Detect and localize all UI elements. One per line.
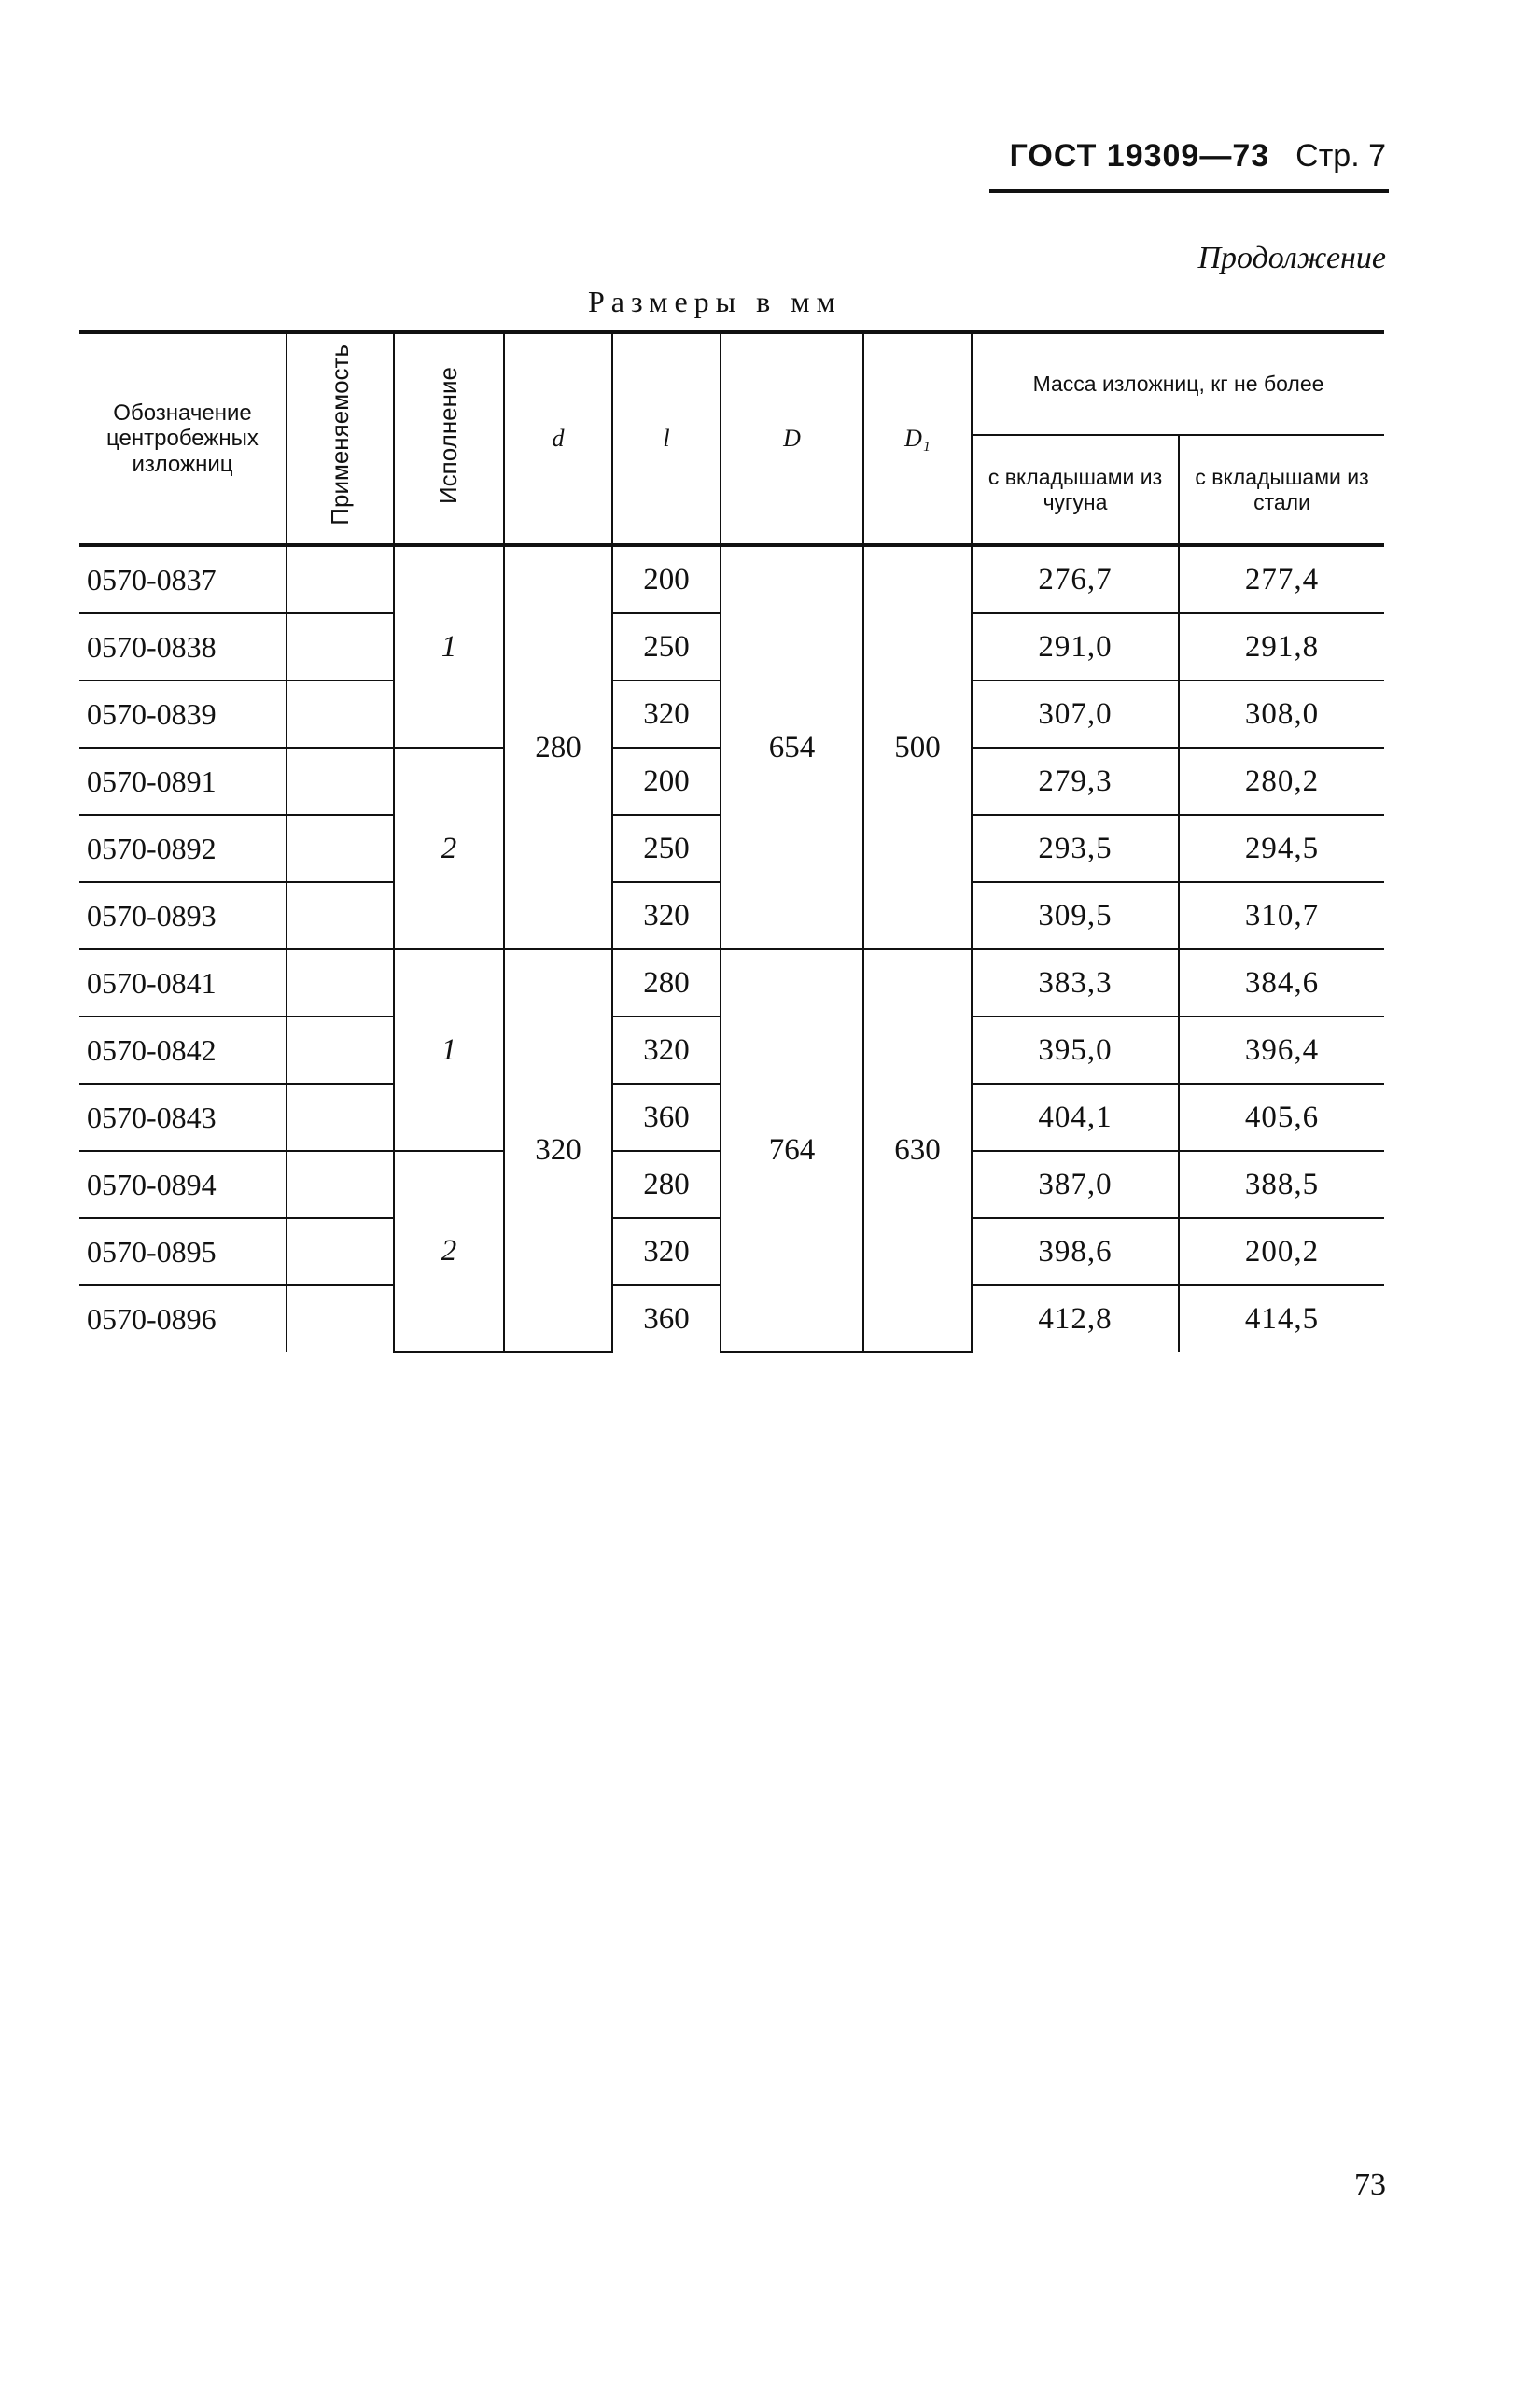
D1-cell: 630 [863,949,972,1352]
page-label: Стр. 7 [1295,138,1386,174]
row-applicability [287,1151,394,1218]
row-code: 0570-0842 [79,1017,287,1084]
row-applicability [287,748,394,815]
row-mass-steel: 384,6 [1179,949,1384,1017]
row-mass-steel: 291,8 [1179,613,1384,680]
row-code: 0570-0891 [79,748,287,815]
row-mass-iron: 307,0 [972,680,1179,748]
header-applicability-text: Применяемость [325,344,354,526]
row-mass-steel: 280,2 [1179,748,1384,815]
row-mass-steel: 294,5 [1179,815,1384,882]
header-version-text: Исполнение [434,366,463,504]
version-cell: 2 [394,1151,504,1352]
row-applicability [287,815,394,882]
row-mass-iron: 412,8 [972,1285,1179,1352]
row-l: 250 [612,613,721,680]
row-applicability [287,613,394,680]
row-mass-iron: 279,3 [972,748,1179,815]
row-mass-iron: 276,7 [972,545,1179,613]
table-row [79,949,1384,1017]
row-l: 360 [612,1285,721,1352]
row-mass-steel: 308,0 [1179,680,1384,748]
row-mass-steel: 200,2 [1179,1218,1384,1285]
row-mass-steel: 310,7 [1179,882,1384,949]
row-mass-iron: 404,1 [972,1084,1179,1151]
row-applicability [287,1218,394,1285]
header-applicability [287,332,394,545]
row-l: 320 [612,882,721,949]
header-mass-steel: с вкладышами из стали [1179,435,1384,545]
header-mass: Масса изложниц, кг не более [972,332,1384,435]
row-mass-steel: 414,5 [1179,1285,1384,1352]
D1-cell: 500 [863,545,972,949]
header-d: d [504,332,612,545]
row-applicability [287,1017,394,1084]
page-header [1010,138,1386,175]
page-number: 73 [1354,2167,1386,2202]
row-code: 0570-0838 [79,613,287,680]
header-designation: Обозначение центробежных изложниц [79,332,287,545]
version-cell: 1 [394,949,504,1151]
D-cell: 654 [721,545,863,949]
row-applicability [287,680,394,748]
row-applicability [287,882,394,949]
dimensions-table [79,330,1384,1353]
row-l: 280 [612,1151,721,1218]
D-cell: 764 [721,949,863,1352]
row-applicability [287,1285,394,1352]
row-applicability [287,545,394,613]
header-version [394,332,504,545]
row-mass-steel: 396,4 [1179,1017,1384,1084]
table-row [79,545,1384,613]
row-code: 0570-0837 [79,545,287,613]
row-l: 320 [612,1017,721,1084]
row-l: 280 [612,949,721,1017]
row-applicability [287,949,394,1017]
row-mass-iron: 398,6 [972,1218,1179,1285]
header-mass-cast-iron: с вкладышами из чугуна [972,435,1179,545]
header-rule [989,189,1389,193]
version-cell: 1 [394,545,504,748]
row-code: 0570-0843 [79,1084,287,1151]
header-D: D [721,332,863,545]
row-l: 320 [612,680,721,748]
row-code: 0570-0896 [79,1285,287,1352]
standard-number: ГОСТ 19309—73 [1009,138,1270,174]
row-l: 250 [612,815,721,882]
row-l: 200 [612,748,721,815]
row-mass-iron: 395,0 [972,1017,1179,1084]
row-l: 320 [612,1218,721,1285]
version-cell: 2 [394,748,504,949]
row-mass-iron: 383,3 [972,949,1179,1017]
d-cell: 280 [504,545,612,949]
row-applicability [287,1084,394,1151]
row-code: 0570-0841 [79,949,287,1017]
header-D1: D₁ [863,332,972,545]
row-mass-steel: 405,6 [1179,1084,1384,1151]
row-mass-iron: 293,5 [972,815,1179,882]
header-l: l [612,332,721,545]
row-l: 200 [612,545,721,613]
continuation-label: Продолжение [1197,241,1386,275]
row-mass-iron: 291,0 [972,613,1179,680]
row-mass-steel: 388,5 [1179,1151,1384,1218]
units-caption: Размеры в мм [588,285,842,318]
row-code: 0570-0895 [79,1218,287,1285]
row-l: 360 [612,1084,721,1151]
row-mass-iron: 309,5 [972,882,1179,949]
row-code: 0570-0894 [79,1151,287,1218]
row-mass-steel: 277,4 [1179,545,1384,613]
d-cell: 320 [504,949,612,1352]
row-code: 0570-0892 [79,815,287,882]
row-code: 0570-0839 [79,680,287,748]
row-mass-iron: 387,0 [972,1151,1179,1218]
row-code: 0570-0893 [79,882,287,949]
